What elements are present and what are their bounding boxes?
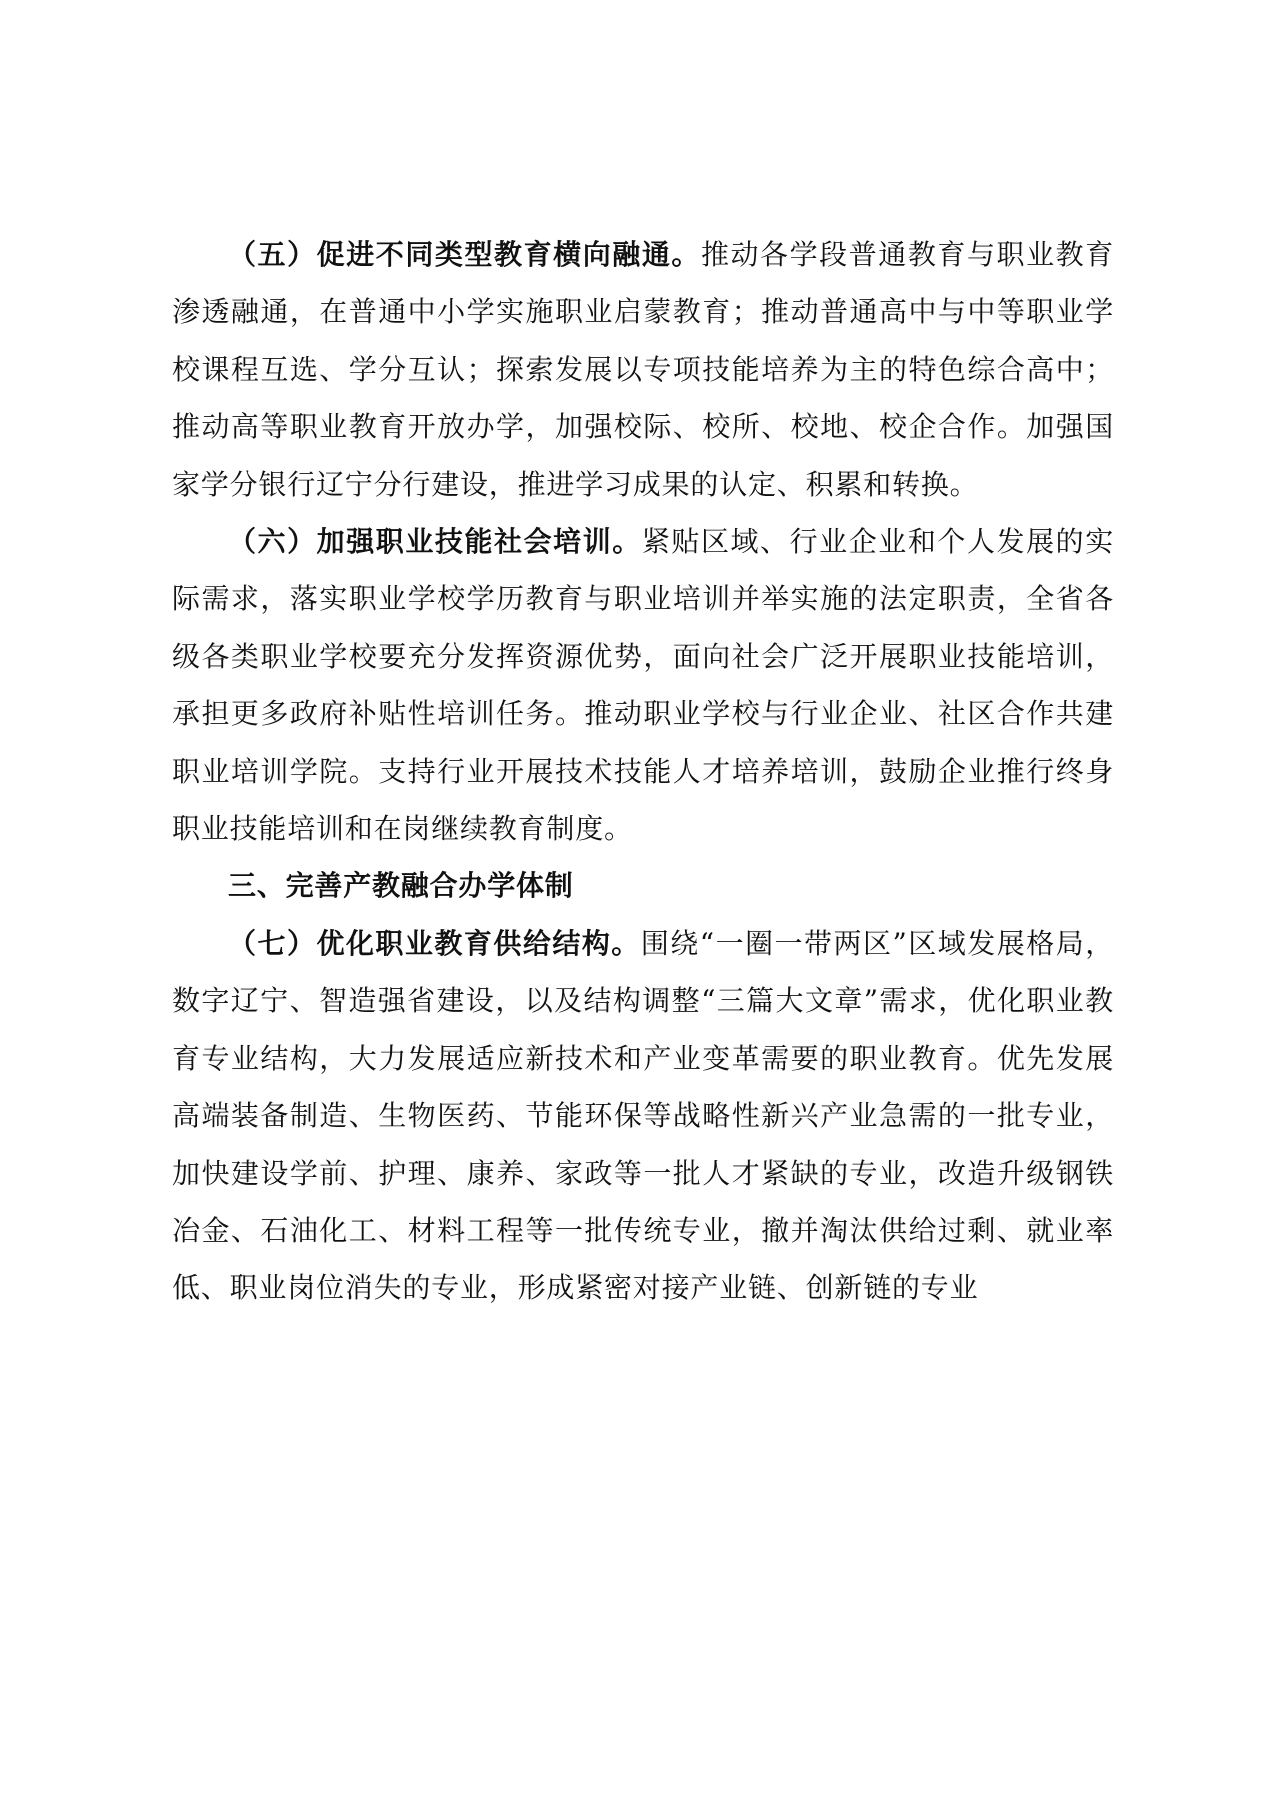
paragraph-six-text: 紧贴区域、行业企业和个人发展的实际需求，落实职业学校学历教育与职业培训并举实施的法定职责，全省各级各类职业学校要充分发挥资源优势，面向社会广泛开展职业技能培训，承担更多政府补贴性培训任务。推动职业学校与行业企业、社区合作共建职业培训学院。支持行业开展技术技能人才培养培训，鼓励企业推行终身职业技能培训和在岗继续教育制度。: [172, 525, 1115, 846]
paragraph-five-lead: （五）促进不同类型教育横向融通。: [228, 238, 701, 271]
paragraph-six: [172, 513, 1114, 857]
paragraph-five: [172, 226, 1114, 513]
paragraph-seven-lead: （七）优化职业教育供给结构。: [228, 926, 641, 960]
section-heading: 三、完善产教融合办学体制: [228, 869, 574, 903]
paragraph-six-lead: （六）加强职业技能社会培训。: [228, 525, 642, 559]
paragraph-seven-text: 围绕“一圈一带两区”区域发展格局，数字辽宁、智造强省建设，以及结构调整“三篇大文章”需求，优化职业教育专业结构，大力发展适应新技术和产业变革需要的职业教育。优先发展高端装备制造、生物医药、节能环保等战略性新兴产业急需的一批专业，加快建设学前、护理、康养、家政等一批人才紧缺的专业，改造升级钢铁冶金、石油化工、材料工程等一批传统专业，撤并淘汰供给过剩、就业率低、职业岗位消失的专业，形成紧密对接产业链、创新链的专业: [172, 926, 1115, 1305]
paragraph-five-text: 推动各学段普通教育与职业教育渗透融通，在普通中小学实施职业启蒙教育；推动普通高中与中等职业学校课程互选、学分互认；探索发展以专项技能培养为主的特色综合高中；推动高等职业教育开放办学，加强校际、校所、校地、校企合作。加强国家学分银行辽宁分行建设，推进学习成果的认定、积累和转换。: [172, 238, 1114, 501]
document-body: [172, 226, 1114, 1317]
paragraph-seven: [172, 915, 1114, 1317]
